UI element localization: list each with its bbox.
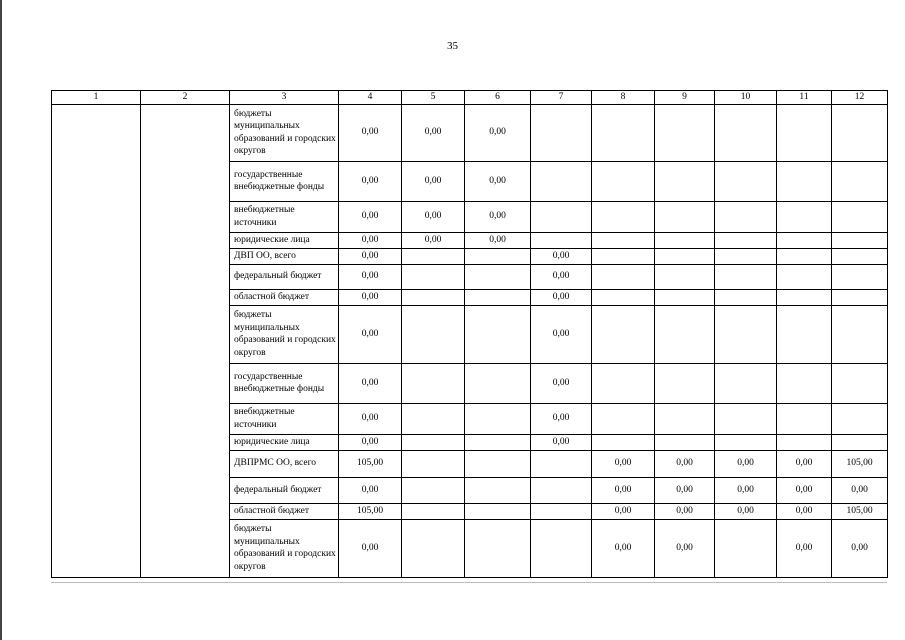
value-cell: 105,00 bbox=[832, 450, 888, 477]
value-cell bbox=[402, 477, 465, 503]
value-cell bbox=[465, 403, 531, 434]
value-cell: 0,00 bbox=[531, 264, 592, 289]
value-cell: 0,00 bbox=[715, 477, 777, 503]
value-cell bbox=[465, 248, 531, 264]
value-cell bbox=[655, 434, 715, 450]
value-cell bbox=[777, 289, 832, 305]
row-label: бюджеты муниципальных образований и городских округов bbox=[230, 305, 339, 363]
value-cell bbox=[832, 403, 888, 434]
value-cell bbox=[832, 201, 888, 232]
row-label: ДВП ОО, всего bbox=[230, 248, 339, 264]
value-cell: 0,00 bbox=[531, 248, 592, 264]
value-cell: 0,00 bbox=[339, 403, 402, 434]
value-cell bbox=[531, 477, 592, 503]
value-cell bbox=[715, 363, 777, 403]
value-cell bbox=[531, 104, 592, 161]
value-cell bbox=[832, 289, 888, 305]
value-cell bbox=[832, 264, 888, 289]
value-cell bbox=[592, 248, 655, 264]
value-cell: 0,00 bbox=[777, 503, 832, 519]
value-cell bbox=[465, 434, 531, 450]
value-cell bbox=[715, 434, 777, 450]
value-cell bbox=[465, 264, 531, 289]
value-cell bbox=[402, 363, 465, 403]
value-cell: 0,00 bbox=[715, 450, 777, 477]
value-cell bbox=[531, 450, 592, 477]
value-cell bbox=[777, 232, 832, 248]
value-cell: 0,00 bbox=[402, 201, 465, 232]
column-header: 9 bbox=[655, 91, 715, 105]
value-cell: 0,00 bbox=[339, 477, 402, 503]
value-cell bbox=[715, 289, 777, 305]
value-cell bbox=[465, 305, 531, 363]
value-cell: 0,00 bbox=[832, 519, 888, 577]
value-cell bbox=[402, 264, 465, 289]
value-cell: 0,00 bbox=[339, 305, 402, 363]
value-cell bbox=[832, 434, 888, 450]
value-cell: 105,00 bbox=[339, 503, 402, 519]
value-cell bbox=[832, 305, 888, 363]
value-cell bbox=[465, 519, 531, 577]
value-cell bbox=[592, 434, 655, 450]
value-cell bbox=[777, 201, 832, 232]
value-cell bbox=[531, 232, 592, 248]
value-cell: 0,00 bbox=[339, 104, 402, 161]
value-cell: 0,00 bbox=[339, 264, 402, 289]
value-cell bbox=[832, 104, 888, 161]
value-cell: 0,00 bbox=[339, 434, 402, 450]
value-cell bbox=[402, 289, 465, 305]
value-cell: 0,00 bbox=[339, 248, 402, 264]
column-header: 5 bbox=[402, 91, 465, 105]
row-label: внебюджетные источники bbox=[230, 403, 339, 434]
value-cell: 105,00 bbox=[339, 450, 402, 477]
column-header: 10 bbox=[715, 91, 777, 105]
value-cell bbox=[592, 289, 655, 305]
value-cell bbox=[777, 264, 832, 289]
value-cell bbox=[655, 104, 715, 161]
value-cell bbox=[465, 503, 531, 519]
value-cell bbox=[655, 363, 715, 403]
value-cell bbox=[402, 248, 465, 264]
value-cell bbox=[777, 403, 832, 434]
value-cell bbox=[592, 104, 655, 161]
value-cell bbox=[531, 519, 592, 577]
row-label: юридические лица bbox=[230, 434, 339, 450]
value-cell bbox=[655, 232, 715, 248]
row-label: областной бюджет bbox=[230, 503, 339, 519]
value-cell: 0,00 bbox=[832, 477, 888, 503]
value-cell: 0,00 bbox=[402, 232, 465, 248]
value-cell: 0,00 bbox=[715, 503, 777, 519]
row-label: юридические лица bbox=[230, 232, 339, 248]
value-cell: 0,00 bbox=[592, 450, 655, 477]
value-cell: 0,00 bbox=[777, 519, 832, 577]
value-cell bbox=[777, 363, 832, 403]
row-label: бюджеты муниципальных образований и городских округов bbox=[230, 104, 339, 161]
value-cell: 0,00 bbox=[402, 161, 465, 201]
value-cell bbox=[655, 201, 715, 232]
value-cell bbox=[715, 403, 777, 434]
value-cell: 0,00 bbox=[531, 363, 592, 403]
column-header: 2 bbox=[141, 91, 230, 105]
value-cell bbox=[655, 305, 715, 363]
value-cell bbox=[592, 305, 655, 363]
value-cell bbox=[715, 104, 777, 161]
value-cell bbox=[832, 161, 888, 201]
row-label: федеральный бюджет bbox=[230, 264, 339, 289]
row-label: государственные внебюджетные фонды bbox=[230, 363, 339, 403]
value-cell bbox=[592, 201, 655, 232]
value-cell bbox=[715, 248, 777, 264]
value-cell: 0,00 bbox=[465, 104, 531, 161]
value-cell: 0,00 bbox=[777, 477, 832, 503]
value-cell: 0,00 bbox=[339, 519, 402, 577]
value-cell bbox=[715, 201, 777, 232]
value-cell bbox=[402, 434, 465, 450]
value-cell bbox=[531, 161, 592, 201]
value-cell: 0,00 bbox=[592, 477, 655, 503]
value-cell bbox=[531, 201, 592, 232]
value-cell bbox=[465, 477, 531, 503]
value-cell bbox=[832, 363, 888, 403]
col-1-cell bbox=[52, 104, 141, 577]
value-cell bbox=[777, 305, 832, 363]
value-cell: 0,00 bbox=[339, 201, 402, 232]
budget-table-body bbox=[52, 91, 888, 578]
row-label: ДВПРМС ОО, всего bbox=[230, 450, 339, 477]
budget-table bbox=[51, 90, 888, 578]
value-cell bbox=[777, 434, 832, 450]
value-cell bbox=[592, 264, 655, 289]
value-cell: 0,00 bbox=[465, 161, 531, 201]
value-cell bbox=[777, 161, 832, 201]
value-cell bbox=[402, 305, 465, 363]
value-cell bbox=[655, 289, 715, 305]
value-cell: 0,00 bbox=[402, 104, 465, 161]
col-2-cell bbox=[141, 104, 230, 577]
column-header: 8 bbox=[592, 91, 655, 105]
table-row bbox=[52, 104, 888, 161]
value-cell bbox=[832, 248, 888, 264]
value-cell bbox=[715, 264, 777, 289]
page-left-edge bbox=[0, 0, 2, 640]
value-cell: 0,00 bbox=[465, 201, 531, 232]
value-cell: 0,00 bbox=[655, 503, 715, 519]
value-cell bbox=[777, 248, 832, 264]
value-cell: 0,00 bbox=[339, 363, 402, 403]
value-cell bbox=[592, 161, 655, 201]
value-cell bbox=[402, 403, 465, 434]
column-header: 1 bbox=[52, 91, 141, 105]
value-cell: 0,00 bbox=[655, 519, 715, 577]
column-header: 11 bbox=[777, 91, 832, 105]
column-header: 7 bbox=[531, 91, 592, 105]
row-label: внебюджетные источники bbox=[230, 201, 339, 232]
value-cell bbox=[715, 161, 777, 201]
column-header: 6 bbox=[465, 91, 531, 105]
value-cell: 0,00 bbox=[531, 434, 592, 450]
value-cell bbox=[655, 248, 715, 264]
header-row bbox=[52, 91, 888, 105]
value-cell bbox=[655, 264, 715, 289]
value-cell: 0,00 bbox=[531, 305, 592, 363]
value-cell bbox=[655, 403, 715, 434]
value-cell bbox=[402, 450, 465, 477]
value-cell bbox=[832, 232, 888, 248]
value-cell: 105,00 bbox=[832, 503, 888, 519]
value-cell bbox=[402, 519, 465, 577]
row-label: областной бюджет bbox=[230, 289, 339, 305]
row-label: федеральный бюджет bbox=[230, 477, 339, 503]
value-cell: 0,00 bbox=[655, 477, 715, 503]
value-cell bbox=[465, 363, 531, 403]
value-cell bbox=[715, 232, 777, 248]
row-label: государственные внебюджетные фонды bbox=[230, 161, 339, 201]
value-cell bbox=[655, 161, 715, 201]
column-header: 4 bbox=[339, 91, 402, 105]
value-cell bbox=[465, 289, 531, 305]
value-cell bbox=[531, 503, 592, 519]
column-header: 3 bbox=[230, 91, 339, 105]
value-cell: 0,00 bbox=[531, 403, 592, 434]
value-cell: 0,00 bbox=[531, 289, 592, 305]
value-cell bbox=[592, 403, 655, 434]
value-cell: 0,00 bbox=[777, 450, 832, 477]
column-header: 12 bbox=[832, 91, 888, 105]
value-cell: 0,00 bbox=[339, 232, 402, 248]
value-cell bbox=[592, 363, 655, 403]
value-cell bbox=[402, 503, 465, 519]
value-cell bbox=[465, 450, 531, 477]
page-number: 35 bbox=[447, 40, 458, 52]
value-cell: 0,00 bbox=[465, 232, 531, 248]
table-bottom-shadow bbox=[51, 582, 887, 583]
value-cell bbox=[715, 305, 777, 363]
value-cell: 0,00 bbox=[655, 450, 715, 477]
value-cell: 0,00 bbox=[339, 161, 402, 201]
value-cell: 0,00 bbox=[339, 289, 402, 305]
row-label: бюджеты муниципальных образований и городских округов bbox=[230, 519, 339, 577]
value-cell: 0,00 bbox=[592, 519, 655, 577]
value-cell bbox=[777, 104, 832, 161]
value-cell bbox=[715, 519, 777, 577]
value-cell bbox=[592, 232, 655, 248]
value-cell: 0,00 bbox=[592, 503, 655, 519]
